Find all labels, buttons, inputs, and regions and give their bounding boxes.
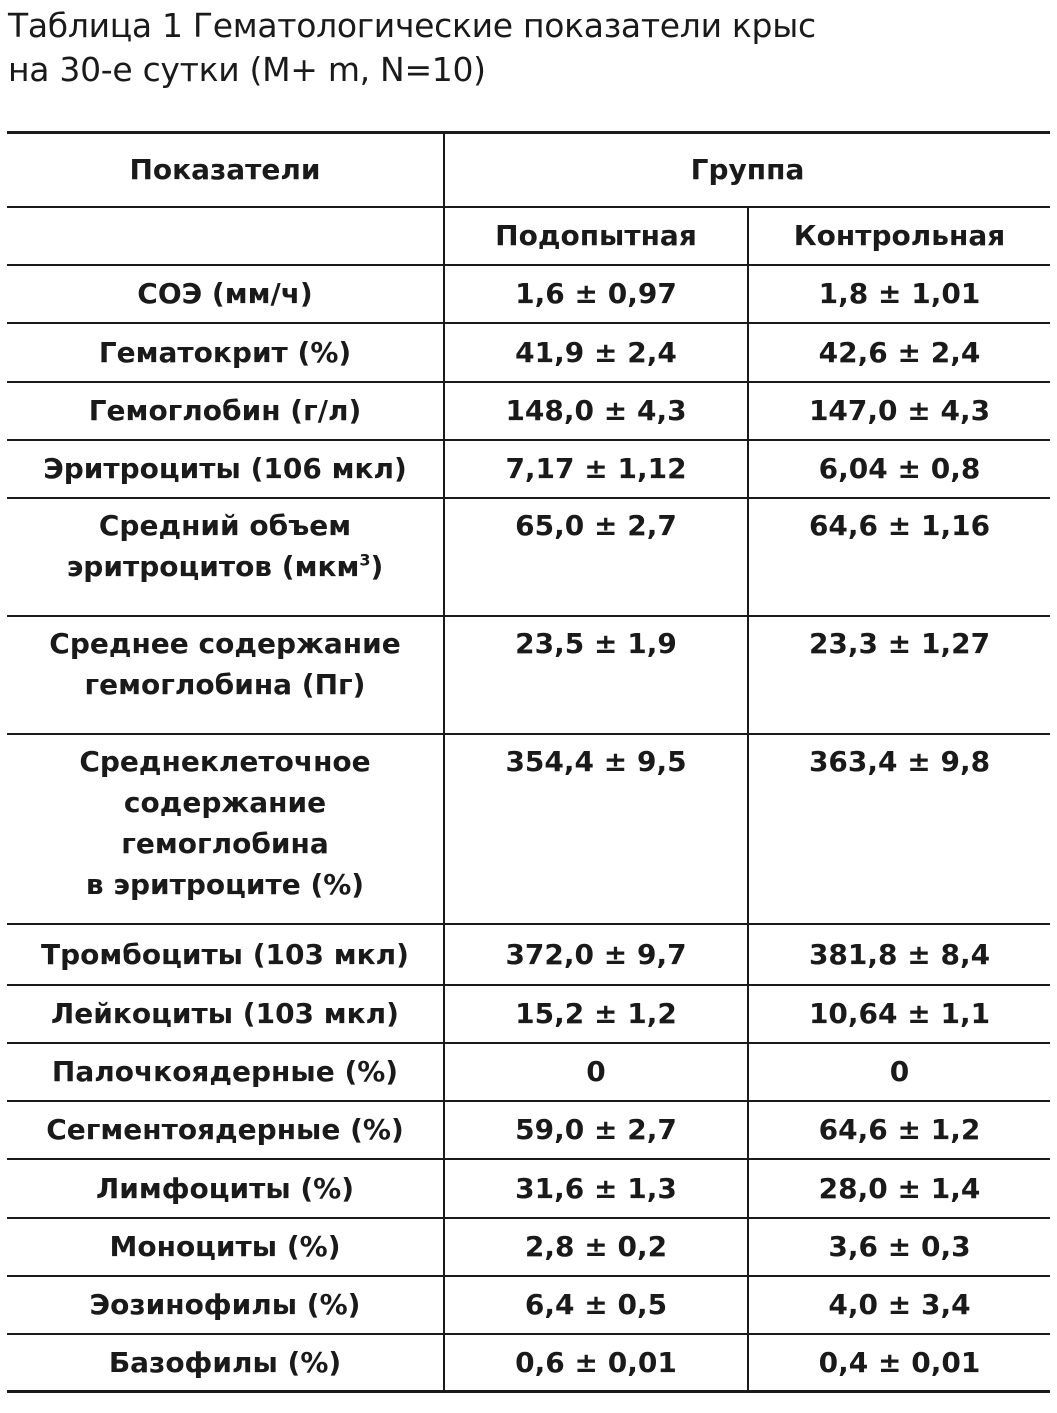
indicator-name (7, 1043, 444, 1101)
table-row (7, 440, 1050, 498)
control-value: 363,4 ± 9,8 (748, 734, 1050, 924)
indicator-name-line (11, 546, 439, 587)
table-row (7, 498, 1050, 616)
indicator-name-line: гемоглобина (121, 826, 329, 860)
indicator-name-line: Лимфоциты (%) (95, 1171, 355, 1205)
control-value: 23,3 ± 1,27 (748, 616, 1050, 734)
table-row (7, 1276, 1050, 1334)
control-value: 0,4 ± 0,01 (748, 1334, 1050, 1392)
control-value: 381,8 ± 8,4 (748, 924, 1050, 985)
indicator-name-line: Гематокрит (%) (98, 335, 352, 369)
experimental-value: 2,8 ± 0,2 (444, 1218, 748, 1276)
experimental-value: 1,6 ± 0,97 (444, 265, 748, 323)
indicator-name-line: в эритроците (%) (85, 867, 365, 901)
table-row (7, 265, 1050, 323)
table-row (7, 1159, 1050, 1218)
indicator-name-text: эритроцитов (мкм (66, 549, 360, 583)
experimental-value: 0,6 ± 0,01 (444, 1334, 748, 1392)
table-row (7, 924, 1050, 985)
experimental-value: 59,0 ± 2,7 (444, 1101, 748, 1159)
table-body (7, 265, 1050, 1392)
table-row (7, 382, 1050, 440)
indicator-name (7, 265, 444, 323)
experimental-value: 372,0 ± 9,7 (444, 924, 748, 985)
indicator-name (7, 1218, 444, 1276)
control-value: 6,04 ± 0,8 (748, 440, 1050, 498)
indicator-name (7, 1334, 444, 1392)
unit-superscript: 3 (359, 550, 371, 570)
indicator-name-line: Гемоглобин (г/л) (88, 394, 362, 427)
hematology-table (7, 131, 1050, 1393)
control-value: 147,0 ± 4,3 (748, 382, 1050, 440)
control-value: 1,8 ± 1,01 (748, 265, 1050, 323)
header-group: Группа (444, 133, 1050, 207)
experimental-value: 6,4 ± 0,5 (444, 1276, 748, 1334)
caption-line-1: Таблица 1 Гематологические показатели крыс (8, 6, 816, 45)
control-value: 28,0 ± 1,4 (748, 1159, 1050, 1218)
indicator-name (7, 1159, 444, 1218)
control-value: 0 (748, 1043, 1050, 1101)
table-row (7, 985, 1050, 1043)
indicator-name-line: Моноциты (%) (109, 1230, 341, 1263)
experimental-value: 0 (444, 1043, 748, 1101)
indicator-name-line: Базофилы (%) (108, 1345, 342, 1379)
header-control: Контрольная (748, 207, 1050, 265)
indicator-name (7, 1101, 444, 1159)
indicator-name-line: Сегментоядерные (%) (46, 1113, 404, 1146)
indicator-name-line: Палочкоядерные (%) (51, 1055, 399, 1088)
indicator-name-line: гемоглобина (Пг) (84, 667, 366, 701)
header-empty-cell (7, 207, 444, 265)
table-row (7, 323, 1050, 382)
header-row-2 (7, 207, 1050, 265)
experimental-value: 148,0 ± 4,3 (444, 382, 748, 440)
indicator-name (7, 382, 444, 440)
indicator-name-line: Тромбоциты (103 мкл) (41, 937, 409, 971)
experimental-value: 354,4 ± 9,5 (444, 734, 748, 924)
indicator-name (7, 924, 444, 985)
table-row (7, 1101, 1050, 1159)
table-caption (8, 4, 1048, 92)
indicator-name-line: Эритроциты (106 мкл) (43, 452, 407, 485)
header-indicators: Показатели (7, 133, 444, 207)
indicator-name (7, 1276, 444, 1334)
indicator-name-line: Эозинофилы (%) (89, 1288, 361, 1321)
indicator-name-line: Среднее содержание (49, 626, 401, 660)
control-value: 4,0 ± 3,4 (748, 1276, 1050, 1334)
indicator-name-line: содержание (123, 785, 327, 819)
indicator-name-line: Среднеклеточное (79, 744, 371, 778)
experimental-value: 65,0 ± 2,7 (444, 498, 748, 616)
control-value: 64,6 ± 1,2 (748, 1101, 1050, 1159)
indicator-name (7, 323, 444, 382)
control-value: 10,64 ± 1,1 (748, 985, 1050, 1043)
indicator-name (7, 498, 444, 616)
header-row-1 (7, 133, 1050, 207)
table-row (7, 734, 1050, 924)
indicator-name-tail: ) (370, 549, 384, 583)
table-row (7, 1043, 1050, 1101)
indicator-name (7, 734, 444, 924)
caption-line-2: на 30-е сутки (M+ m, N=10) (8, 50, 486, 89)
control-value: 3,6 ± 0,3 (748, 1218, 1050, 1276)
header-experimental: Подопытная (444, 207, 748, 265)
table-row (7, 1218, 1050, 1276)
experimental-value: 15,2 ± 1,2 (444, 985, 748, 1043)
control-value: 64,6 ± 1,16 (748, 498, 1050, 616)
indicator-name-line: Средний объем (98, 508, 352, 542)
indicator-name-line: Лейкоциты (103 мкл) (51, 997, 399, 1030)
experimental-value: 41,9 ± 2,4 (444, 323, 748, 382)
indicator-name (7, 440, 444, 498)
table-row (7, 1334, 1050, 1392)
indicator-name (7, 616, 444, 734)
experimental-value: 7,17 ± 1,12 (444, 440, 748, 498)
experimental-value: 23,5 ± 1,9 (444, 616, 748, 734)
table-row (7, 616, 1050, 734)
experimental-value: 31,6 ± 1,3 (444, 1159, 748, 1218)
indicator-name (7, 985, 444, 1043)
control-value: 42,6 ± 2,4 (748, 323, 1050, 382)
indicator-name-line: СОЭ (мм/ч) (137, 277, 313, 310)
